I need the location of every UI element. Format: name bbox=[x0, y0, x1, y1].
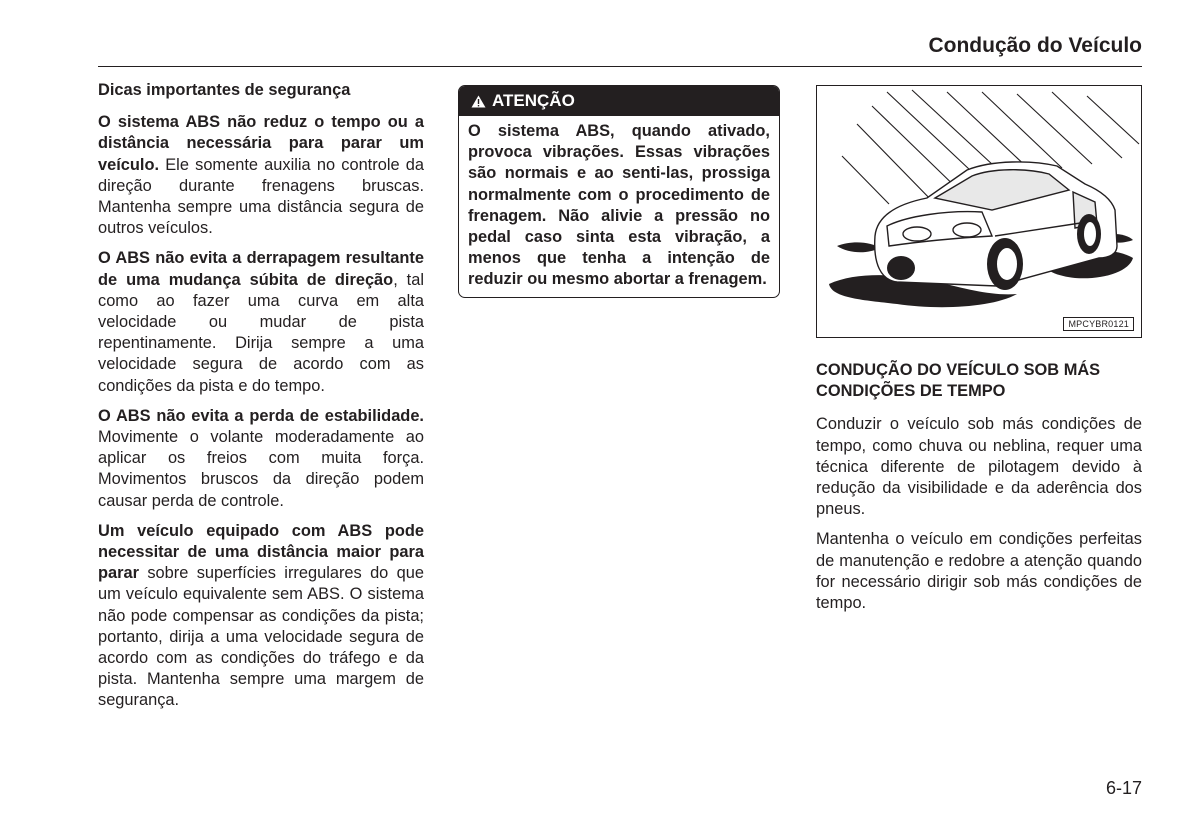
right-column bbox=[816, 360, 1142, 623]
figure-code: MPCYBR0121 bbox=[1063, 317, 1134, 331]
warning-box bbox=[458, 85, 780, 298]
paragraph-lead: O sistema ABS não reduz o tempo ou a distância necessária para parar um veículo. bbox=[98, 113, 424, 174]
section-heading: CONDUÇÃO DO VEÍCULO SOB MÁS CONDIÇÕES DE TEMPO bbox=[816, 361, 1101, 401]
paragraph-abs-stability bbox=[98, 406, 424, 512]
paragraph-abs-skid bbox=[98, 248, 424, 396]
header-divider bbox=[98, 66, 1142, 67]
left-column bbox=[98, 80, 424, 721]
car-in-rain-illustration bbox=[817, 86, 1143, 339]
paragraph-abs-stopping bbox=[98, 112, 424, 239]
paragraph-abs-distance bbox=[98, 521, 424, 712]
paragraph-body: , tal como ao fazer uma curva em alta velocidade ou mudar de pista repentinamente. Dirija sempre a uma velocidade segura de acordo com as condições da pista e do tempo. bbox=[98, 270, 424, 395]
paragraph-body: Ele somente auxilia no controle da direção durante frenagens bruscas. Mantenha sempre uma distância segura de outros veículos. bbox=[98, 155, 424, 238]
paragraph-lead: O ABS não evita a perda de estabilidade. bbox=[98, 406, 424, 425]
safety-tips-subheading: Dicas importantes de segurança bbox=[98, 81, 351, 99]
paragraph-body: Movimente o volante moderadamente ao aplicar os freios com muita força. Movimentos bruscos da direção podem causar perda de controle. bbox=[98, 428, 424, 510]
warning-triangle-icon bbox=[471, 95, 486, 108]
paragraph-lead: Um veículo equipado com ABS pode necessitar de uma distância maior para parar bbox=[98, 521, 424, 583]
paragraph-bad-weather: Conduzir o veículo sob más condições de tempo, como chuva ou neblina, requer uma técnica diferente de pilotagem devido à redução da visibilidade e da aderência dos pneus. bbox=[816, 415, 1142, 519]
paragraph-body: sobre superfícies irregulares do que um veículo equivalente sem ABS. O sistema não pode compensar as condições da pista; portanto, dirija a uma velocidade segura de acordo com as condições do tráfego e da pista. Mantenha sempre uma margem de segurança. bbox=[98, 564, 424, 710]
paragraph-maintenance: Mantenha o veículo em condições perfeitas de manutenção e redobre a atenção quando for necessário dirigir sob más condições de tempo. bbox=[816, 530, 1142, 613]
page-number: 6-17 bbox=[1105, 778, 1142, 798]
warning-header bbox=[459, 86, 779, 116]
car-in-rain-figure bbox=[816, 85, 1142, 338]
page-header-title: Condução do Veículo bbox=[928, 34, 1142, 57]
warning-text: O sistema ABS, quando ativado, provoca vibrações. Essas vibrações são normais e ao senti-las, prossiga normalmente com o procedimento de frenagem. Não alivie a pressão no pedal caso sinta esta vibração, a menos que tenha a intenção de reduzir ou mesmo abortar a frenagem. bbox=[468, 122, 770, 289]
warning-title: ATENÇÃO bbox=[492, 91, 575, 110]
paragraph-lead: O ABS não evita a derrapagem resultante de uma mudança súbita de direção bbox=[98, 249, 424, 289]
